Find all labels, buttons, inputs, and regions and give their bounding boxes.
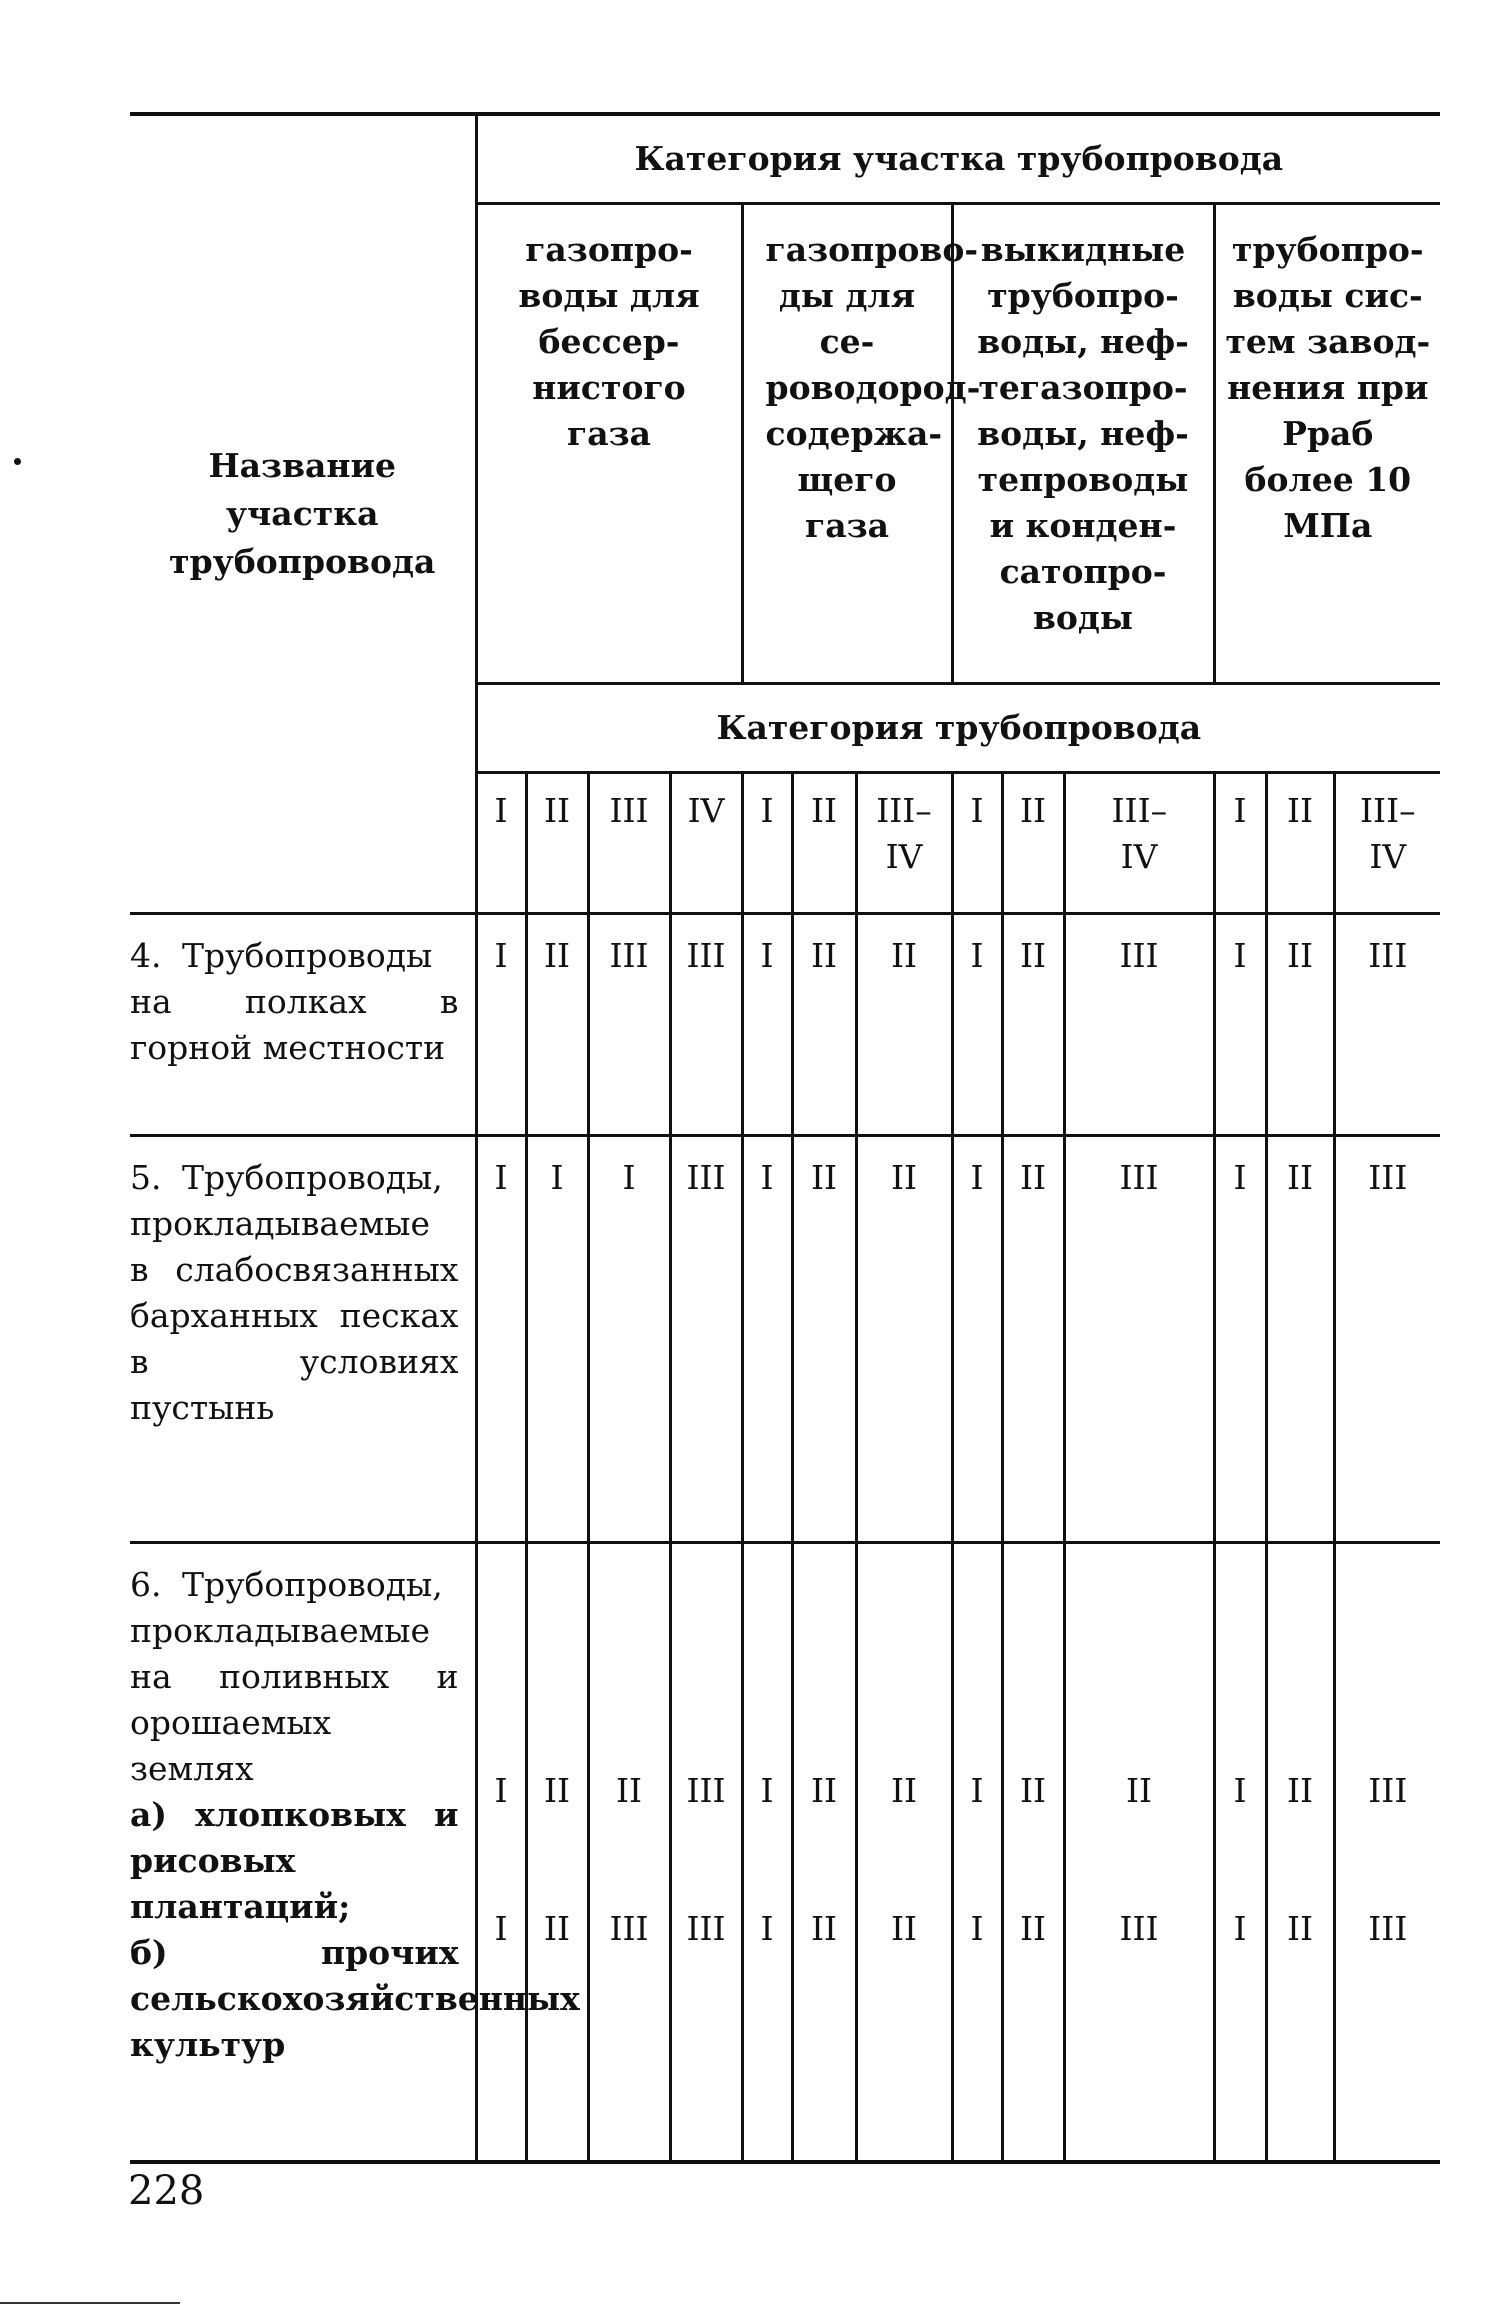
value-cell: II [526, 914, 588, 1136]
value-cell: III [670, 914, 742, 1136]
value-cell: II II [1002, 1543, 1064, 2163]
value-cell: I I [476, 1543, 526, 2163]
roman-head-cell: IV [670, 773, 742, 914]
row-title: Трубопроводы, прокладываемые в слабосвязанных барханных песках в условиях пустынь [130, 1158, 459, 1427]
value-cell: II [856, 914, 952, 1136]
value-cell: II [1002, 1136, 1064, 1543]
value-cell: I I [742, 1543, 792, 2163]
value-cell: III [1064, 1136, 1214, 1543]
value-cell: I [1214, 914, 1266, 1136]
value-cell: II II [856, 1543, 952, 2163]
value-cell: II II [526, 1543, 588, 2163]
header-group-1: газопро-воды для бессер-нистого газа [476, 204, 742, 684]
row-name-cell [130, 1136, 476, 1543]
value-cell: II [1266, 914, 1334, 1136]
value-cell: I [1214, 1136, 1266, 1543]
value-cell: III [1064, 914, 1214, 1136]
roman-head-cell: I [1214, 773, 1266, 914]
margin-dot [14, 458, 21, 465]
value-cell: II [792, 1136, 856, 1543]
value-cell: III III [670, 1543, 742, 2163]
row-subitem-a: а) хлопковых и рисовых плантаций; [130, 1795, 459, 1926]
row-title: Трубопроводы, прокладываемые на поливных и орошаемых землях [130, 1565, 459, 1788]
table-row [130, 914, 1440, 1136]
roman-head-cell: II [526, 773, 588, 914]
value-cell: I [526, 1136, 588, 1543]
value-cell: III [1334, 914, 1440, 1136]
header-section-category: Категория участка трубопровода [476, 114, 1440, 204]
page-number: 228 [128, 2168, 205, 2214]
value-cell: III [588, 914, 670, 1136]
row-name-cell [130, 914, 476, 1136]
roman-head-cell: I [742, 773, 792, 914]
roman-head-cell: III–IV [856, 773, 952, 914]
table-row [130, 1136, 1440, 1543]
value-cell: I I [1214, 1543, 1266, 2163]
roman-head-cell: II [792, 773, 856, 914]
value-cell: II [856, 1136, 952, 1543]
category-table [130, 112, 1440, 2164]
roman-head-cell: I [476, 773, 526, 914]
row-title: Трубопроводы на полках в горной местности [130, 936, 459, 1067]
value-cell: I [952, 914, 1002, 1136]
value-cell: II [792, 914, 856, 1136]
value-cell: II II [792, 1543, 856, 2163]
value-cell: II III [588, 1543, 670, 2163]
value-cell: II II [1266, 1543, 1334, 2163]
header-name-col: Название участка трубопровода [130, 114, 476, 914]
value-cell: II [1002, 914, 1064, 1136]
table-row [130, 1543, 1440, 2163]
roman-head-cell: III–IV [1334, 773, 1440, 914]
roman-head-cell: III–IV [1064, 773, 1214, 914]
value-cell: III [670, 1136, 742, 1543]
row-number: 6. [130, 1565, 162, 1604]
roman-head-cell: II [1266, 773, 1334, 914]
roman-head-cell: III [588, 773, 670, 914]
value-cell: II [1266, 1136, 1334, 1543]
value-cell: I [742, 914, 792, 1136]
header-group-4: трубопро-воды сис-тем завод-нения при Рраб более 10 МПа [1214, 204, 1440, 684]
footer-rule [0, 2302, 180, 2304]
header-pipeline-category: Категория трубопровода [476, 684, 1440, 773]
value-cell: III [1334, 1136, 1440, 1543]
header-group-3: выкидные трубопро-воды, неф-тегазопро-воды, неф-тепроводы и конден-сатопро-воды [952, 204, 1214, 684]
value-cell: I [588, 1136, 670, 1543]
row-number: 4. [130, 936, 162, 975]
value-cell: II III [1064, 1543, 1214, 2163]
value-cell: I [476, 1136, 526, 1543]
roman-head-cell: II [1002, 773, 1064, 914]
value-cell: I [952, 1136, 1002, 1543]
value-cell: I [742, 1136, 792, 1543]
value-cell: I [476, 914, 526, 1136]
header-group-2: газопрово-ды для се-роводород-содержа-щего газа [742, 204, 952, 684]
value-cell: III III [1334, 1543, 1440, 2163]
row-number: 5. [130, 1158, 162, 1197]
value-cell: I I [952, 1543, 1002, 2163]
row-subitem-b: б) прочих сельскохозяйственных культур [130, 1933, 580, 2064]
roman-head-cell: I [952, 773, 1002, 914]
